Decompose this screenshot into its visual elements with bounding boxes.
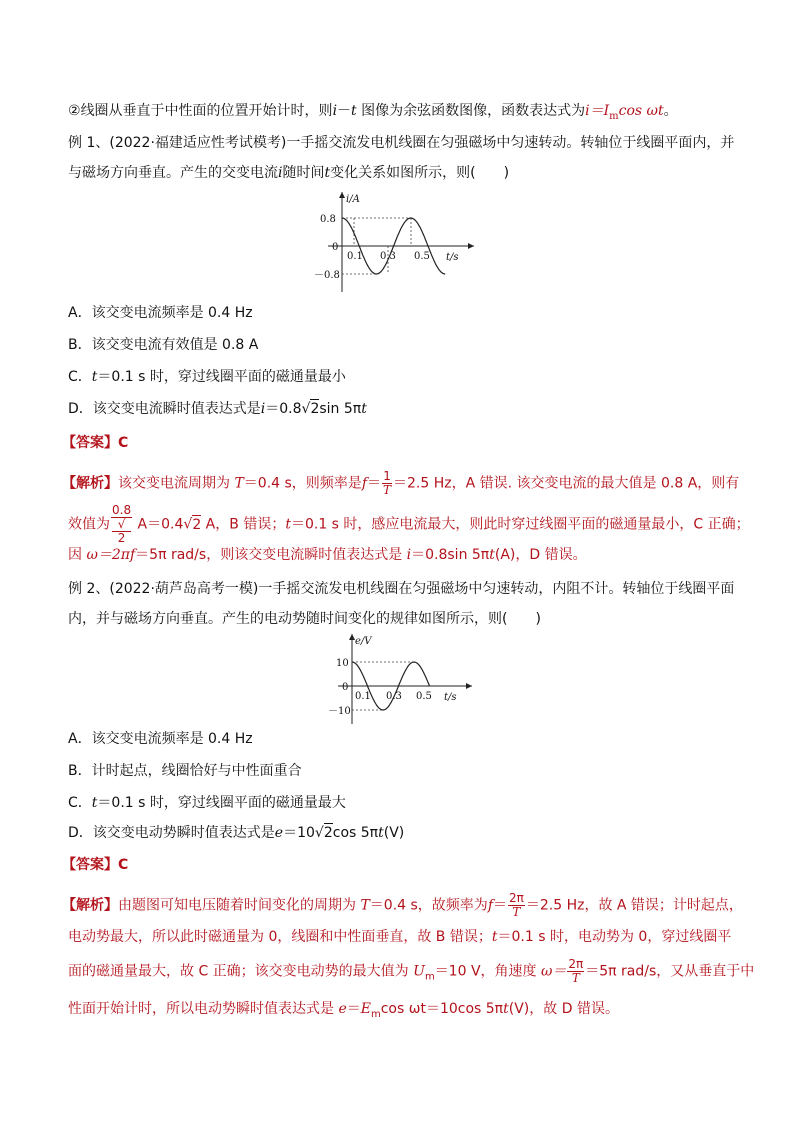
ex1-stem-line1: 例 1、(2022·福建适应性考试模考)一手摇交流发电机线圈在匀强磁场中匀速转动。转轴位于线圈平面内，并 bbox=[68, 135, 735, 151]
ex2-analysis-line1: 【解析】由题图可知电压随着时间变化的周期为 T＝0.4 s，故频率为f＝ $\frac{2\pi}{T}$ ＝2.5 Hz，故 A 错误；计时起点， bbox=[62, 891, 743, 919]
ex2-ylabel: e/V bbox=[355, 636, 372, 647]
ex1-xtick-0.1: 0.1 bbox=[347, 251, 363, 262]
intro-end: 。 bbox=[663, 103, 678, 119]
ex2-ytick-max: 10 bbox=[336, 658, 349, 669]
intro-text-a: 线圈从垂直于中性面的位置开始计时，则 bbox=[80, 103, 333, 119]
intro-var-t: t bbox=[351, 103, 357, 119]
ex2-xtick-0.5: 0.5 bbox=[416, 691, 432, 702]
ex2-ytick-zero: 0 bbox=[342, 682, 349, 693]
ex2-option-c: C．t＝0.1 s 时，穿过线圈平面的磁通量最大 bbox=[68, 795, 346, 811]
intro-dash: － bbox=[337, 103, 352, 119]
ex1-fraction-0.8-over-sqrt2: 0.8 √ 2 bbox=[112, 503, 132, 545]
ex1-option-b: B．该交变电流有效值是 0.8 A bbox=[68, 337, 259, 353]
ex1-ytick-zero: 0 bbox=[332, 242, 339, 253]
intro-line bbox=[68, 100, 678, 128]
ex1-fraction-1-over-T: $\frac{1}{T}$ bbox=[383, 469, 392, 497]
ex1-analysis-line1: 【解析】该交变电流周期为 T＝0.4 s，则频率是f＝ $\frac{1}{T}$ ＝2.5 Hz，A 错误. 该交变电流的最大值是 0.8 A，则有 bbox=[62, 469, 740, 497]
ex2-option-b: B．计时起点，线圈恰好与中性面重合 bbox=[68, 763, 302, 779]
ex2-option-d: D．该交变电动势瞬时值表达式是e＝10√2cos 5πt(V) bbox=[68, 825, 405, 841]
ex1-xlabel: t/s bbox=[446, 252, 459, 263]
ex1-xtick-0.5: 0.5 bbox=[414, 251, 430, 262]
intro-circle-number: ② bbox=[68, 103, 81, 119]
ex1-analysis-line2: 效值为 0.8 √ 2 A＝0.4√2 A，B 错误；t＝0.1 s 时，感应电流最大，则此时穿过线圈平面的磁通量最小，C 正确； bbox=[68, 503, 750, 545]
ex2-xtick-0.3: 0.3 bbox=[386, 691, 402, 702]
ex2-stem-line2: 内，并与磁场方向垂直。产生的电动势随时间变化的规律如图所示，则( ) bbox=[68, 611, 541, 627]
ex1-ylabel: i/A bbox=[346, 194, 360, 205]
ex2-fraction-1-over-T: $\frac{2\pi}{T}$ bbox=[509, 891, 524, 919]
ex1-xtick-0.3: 0.3 bbox=[380, 251, 396, 262]
ex1-option-a: A．该交变电流频率是 0.4 Hz bbox=[68, 305, 253, 321]
ex2-analysis-line4: 性面开始计时，所以电动势瞬时值表达式是 $e=E_m\cos$ ωt＝10cos 5πt(V)，故 D 错误。 bbox=[68, 1001, 619, 1020]
ex2-analysis-line3: 面的磁通量最大，故 C 正确；该交变电动势的最大值为 $U_m=10$ V，角速度 ω＝ $\frac{2\pi}{T}$ ＝5π rad/s，又从垂直于中 bbox=[68, 957, 755, 985]
intro-text-b: 图像为余弦函数图像，函数表达式为 bbox=[356, 103, 586, 119]
ex1-graph bbox=[308, 192, 478, 292]
ex2-option-a: A．该交变电流频率是 0.4 Hz bbox=[68, 731, 253, 747]
ex2-ytick-min: －10 bbox=[328, 706, 351, 717]
intro-formula: $i=I_m\cos$ ωt bbox=[585, 103, 664, 122]
ex2-answer: 【答案】C bbox=[62, 857, 129, 873]
intro-var-i: i bbox=[332, 103, 338, 119]
ex2-graph bbox=[318, 634, 478, 724]
ex2-fraction-2pi-over-T: $\frac{2\pi}{T}$ bbox=[568, 957, 584, 985]
ex1-answer: 【答案】C bbox=[62, 435, 129, 451]
ex1-option-d: D．该交变电流瞬时值表达式是i＝0.8√2sin 5πt bbox=[68, 401, 367, 417]
ex2-xlabel: t/s bbox=[444, 692, 457, 703]
ex1-stem-line2: 与磁场方向垂直。产生的交变电流i随时间t变化关系如图所示，则( ) bbox=[68, 165, 510, 181]
ex2-stem-line1: 例 2、(2022·葫芦岛高考一模)一手摇交流发电机线圈在匀强磁场中匀速转动，内阻不计。转轴位于线圈平面 bbox=[68, 581, 735, 597]
ex1-ytick-min: －0.8 bbox=[314, 270, 340, 281]
ex2-xtick-0.1: 0.1 bbox=[355, 691, 371, 702]
ex1-option-c: C．t＝0.1 s 时，穿过线圈平面的磁通量最小 bbox=[68, 369, 346, 385]
ex2-analysis-line2: 电动势最大，所以此时磁通量为 0，线圈和中性面垂直，故 B 错误；t＝0.1 s 时，电动势为 0，穿过线圈平 bbox=[68, 929, 732, 945]
ex1-ytick-max: 0.8 bbox=[320, 214, 336, 225]
ex1-analysis-line3: 因 ω＝2πf＝5π rad/s，则该交变电流瞬时值表达式是 i＝0.8sin 5πt(A)，D 错误。 bbox=[68, 547, 587, 563]
